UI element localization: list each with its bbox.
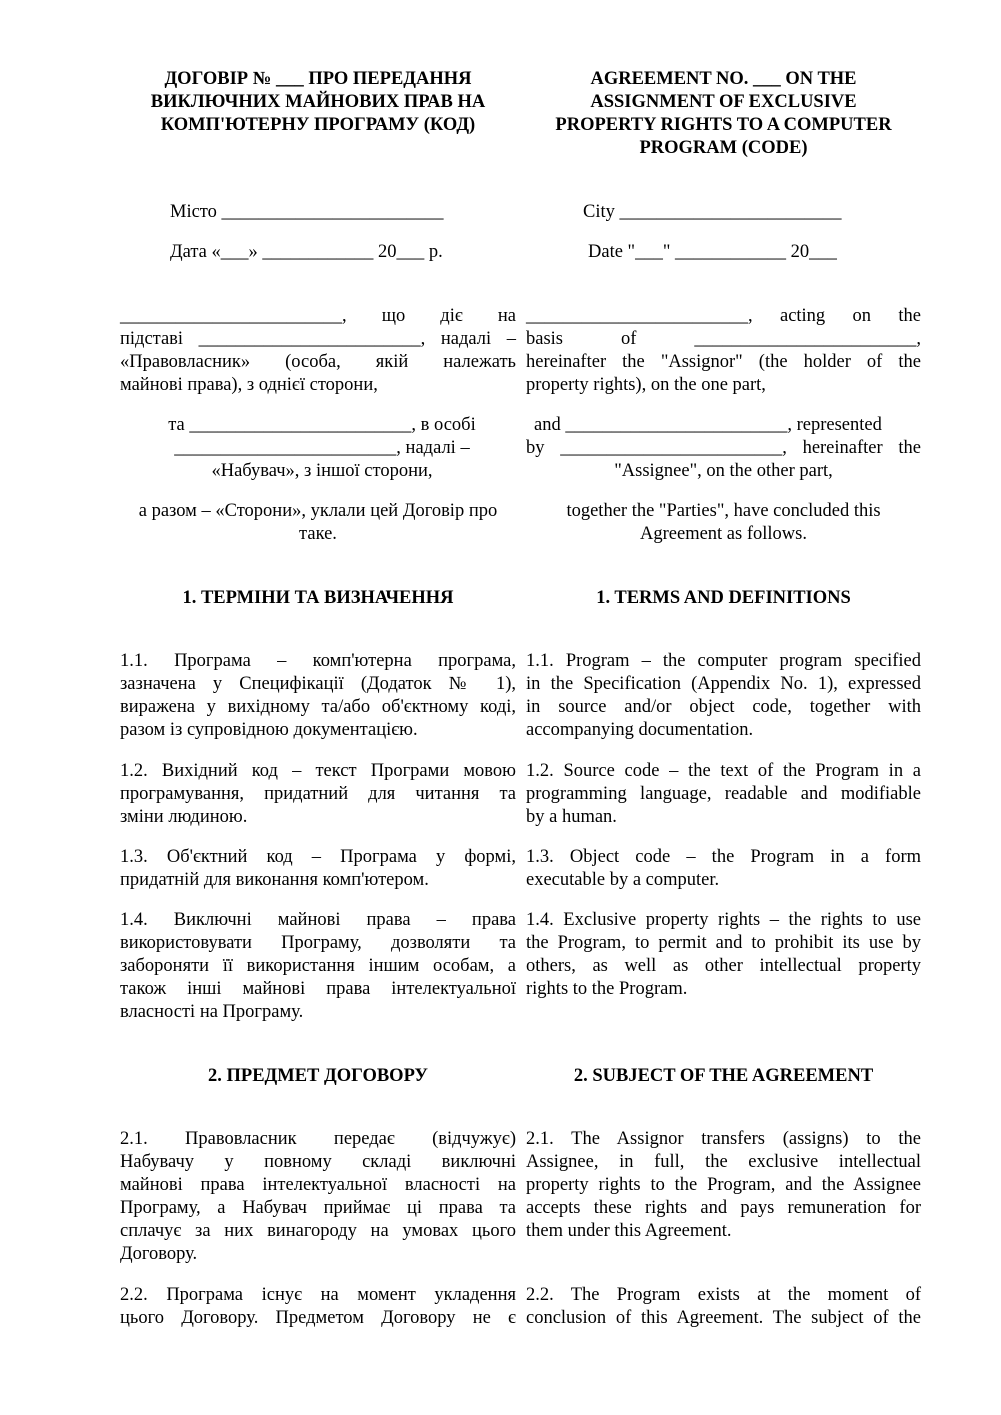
together-uk-line: таке. <box>299 524 337 544</box>
clause-line: разом із супровідною документацією. <box>120 720 418 740</box>
clause-2-2-en <box>526 1284 921 1330</box>
clause-1-3-uk <box>120 846 516 892</box>
clause-1-1-uk <box>120 650 516 742</box>
clause-line: 1.1. Program – the computer program specified <box>526 651 921 671</box>
title-en-line: ASSIGNMENT OF EXCLUSIVE <box>590 92 857 112</box>
clause-line: them under this Agreement. <box>526 1221 732 1241</box>
clause-line: accepts these rights and pays remuneration for <box>526 1198 921 1218</box>
clause-line: зазначена у Специфікації (Додаток № 1), <box>120 674 516 694</box>
clause-line: programming language, readable and modifiable <box>526 784 921 804</box>
clause-line: 1.3. Object code – the Program in a form <box>526 847 921 867</box>
together-en-line: Agreement as follows. <box>640 524 807 544</box>
assignee-uk <box>124 414 520 483</box>
assignee-en-line: "Assignee", on the other part, <box>614 461 833 481</box>
assignee-uk-line: та ________________________, в особі <box>168 415 476 435</box>
clause-line: property rights to the Program, and the Assignee <box>526 1175 921 1195</box>
parties-en-line: hereinafter the "Assignor" (the holder of the <box>526 352 921 372</box>
parties-uk <box>120 305 516 397</box>
parties-uk-line: підставі ________________________, надалі – <box>120 329 516 349</box>
clause-line: 1.4. Exclusive property rights – the rights to use <box>526 910 921 930</box>
city-uk: Місто ________________________ <box>170 202 444 222</box>
clause-line: Договору. <box>120 1244 198 1264</box>
clause-line: conclusion of this Agreement. The subject of the <box>526 1308 921 1328</box>
parties-en-line: property rights), on the one part, <box>526 375 766 395</box>
title-uk-line: ВИКЛЮЧНИХ МАЙНОВИХ ПРАВ НА <box>150 92 486 112</box>
clause-line: 1.3. Об'єктний код – Програма у формі, <box>120 847 516 867</box>
clause-line: by a human. <box>526 807 617 827</box>
section1-heading-uk: 1. ТЕРМІНИ ТА ВИЗНАЧЕННЯ <box>182 588 454 608</box>
clause-line: others, as well as other intellectual property <box>526 956 921 976</box>
clause-1-2-en <box>526 760 921 829</box>
clause-line: executable by a computer. <box>526 870 720 890</box>
clause-line: використовувати Програму, дозволяти та <box>120 933 516 953</box>
clause-2-1-uk <box>120 1128 516 1266</box>
section2-heading-uk: 2. ПРЕДМЕТ ДОГОВОРУ <box>208 1066 428 1086</box>
parties-uk-line: майнові права), з однієї сторони, <box>120 375 378 395</box>
clause-line: цього Договору. Предметом Договору не є <box>120 1308 516 1328</box>
clause-1-4-uk <box>120 909 516 1024</box>
clause-line: Набувачу у повному складі виключні <box>120 1152 516 1172</box>
clause-1-3-en <box>526 846 921 892</box>
clause-line: 2.2. Програма існує на момент укладення <box>120 1285 516 1305</box>
clause-line: виражена у вихідному та/або об'єктному коді, <box>120 697 516 717</box>
clause-line: Assignee, in full, the exclusive intellectual <box>526 1152 921 1172</box>
clause-2-1-en <box>526 1128 921 1243</box>
clause-1-2-uk <box>120 760 516 829</box>
title-en-line: PROPERTY RIGHTS TO A COMPUTER <box>555 115 892 135</box>
clause-line: забороняти її використання іншим особам, а <box>120 956 516 976</box>
clause-line: 1.2. Source code – the text of the Program in a <box>526 761 921 781</box>
clause-1-1-en <box>526 650 921 742</box>
clause-line: rights to the Program. <box>526 979 688 999</box>
parties-uk-line: ________________________, що діє на <box>120 306 516 326</box>
assignee-en <box>526 414 921 483</box>
clause-line: 1.1. Програма – комп'ютерна програма, <box>120 651 516 671</box>
date-en: Date "___" ____________ 20___ <box>588 242 837 262</box>
assignee-en-line: and ________________________, represented <box>534 415 882 435</box>
clause-line: 1.2. Вихідний код – текст Програми мовою <box>120 761 516 781</box>
clause-line: 2.1. Правовласник передає (відчужує) <box>120 1129 516 1149</box>
parties-en-line: basis of ________________________, <box>526 329 921 349</box>
section1-heading-en: 1. TERMS AND DEFINITIONS <box>596 588 851 608</box>
title-en-line: AGREEMENT NO. ___ ON THE <box>590 69 857 89</box>
date-uk: Дата «___» ____________ 20___ р. <box>170 242 443 262</box>
assignee-en-line: by ________________________, hereinafter the <box>526 438 921 458</box>
city-en: City ________________________ <box>583 202 842 222</box>
clause-line: зміни людиною. <box>120 807 248 827</box>
parties-en-line: ________________________, acting on the <box>526 306 921 326</box>
together-en-line: together the "Parties", have concluded this <box>566 501 881 521</box>
clause-2-2-uk <box>120 1284 516 1330</box>
title-en <box>526 68 921 160</box>
section2-heading-en: 2. SUBJECT OF THE AGREEMENT <box>573 1066 874 1086</box>
clause-line: 2.2. The Program exists at the moment of <box>526 1285 921 1305</box>
clause-line: сплачує за них винагороду на умовах цього <box>120 1221 516 1241</box>
clause-line: in source and/or object code, together with <box>526 697 921 717</box>
title-uk-line: ДОГОВІР № ___ ПРО ПЕРЕДАННЯ <box>164 69 472 89</box>
clause-line: 1.4. Виключні майнові права – права <box>120 910 516 930</box>
together-en <box>526 500 921 546</box>
clause-line: також інші майнові права інтелектуальної <box>120 979 516 999</box>
together-uk-line: а разом – «Сторони», уклали цей Договір про <box>138 501 498 521</box>
assignee-uk-line: «Набувач», з іншої сторони, <box>211 461 433 481</box>
clause-line: Програму, а Набувач приймає ці права та <box>120 1198 516 1218</box>
title-uk-line: КОМП'ЮТЕРНУ ПРОГРАМУ (КОД) <box>160 115 476 135</box>
parties-uk-line: «Правовласник» (особа, якій належать <box>120 352 516 372</box>
clause-line: програмування, придатний для читання та <box>120 784 516 804</box>
clause-line: the Program, to permit and to prohibit its use by <box>526 933 921 953</box>
clause-1-4-en <box>526 909 921 1001</box>
title-en-line: PROGRAM (CODE) <box>639 138 808 158</box>
clause-line: майнові права інтелектуальної власності на <box>120 1175 516 1195</box>
clause-line: in the Specification (Appendix No. 1), expressed <box>526 674 921 694</box>
clause-line: придатній для виконання комп'ютером. <box>120 870 429 890</box>
clause-line: accompanying documentation. <box>526 720 754 740</box>
title-uk <box>120 68 516 137</box>
clause-line: 2.1. The Assignor transfers (assigns) to the <box>526 1129 921 1149</box>
together-uk <box>120 500 516 546</box>
clause-line: власності на Програму. <box>120 1002 304 1022</box>
parties-en <box>526 305 921 397</box>
assignee-uk-line: ________________________, надалі – <box>174 438 470 458</box>
